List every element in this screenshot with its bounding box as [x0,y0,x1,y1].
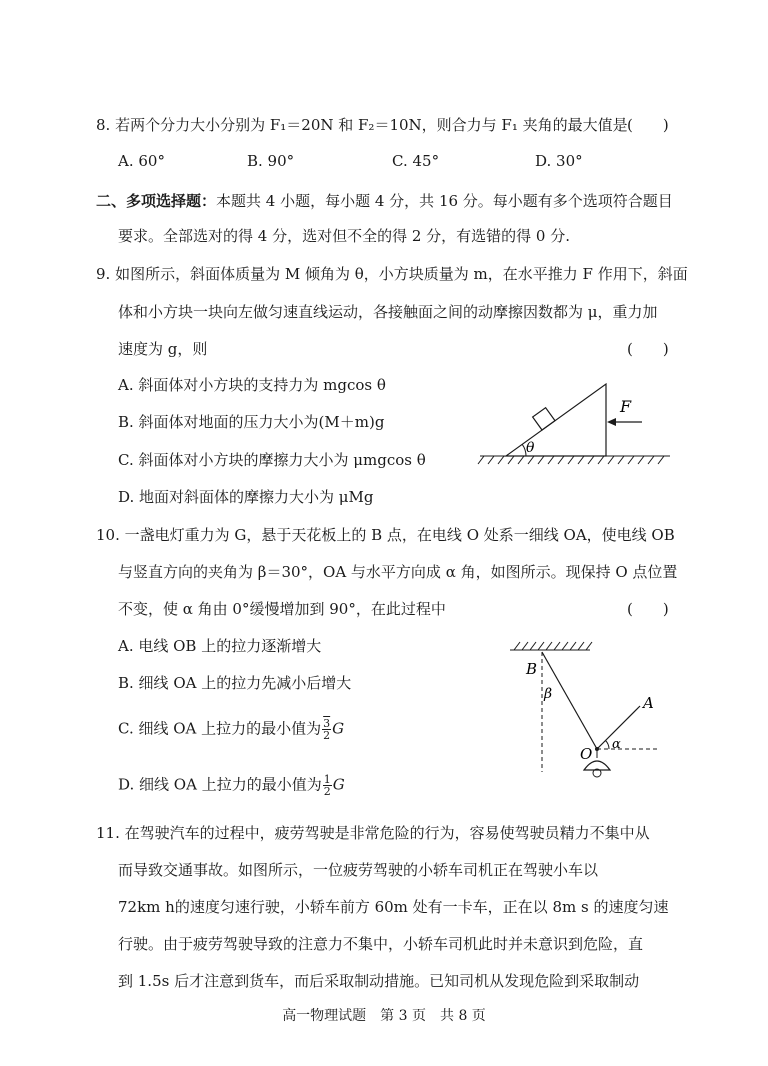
q10-option-c-numerator: 3 [323,717,331,730]
q10-option-c-fraction [322,718,331,741]
q11-line3: 72km h的速度匀速行驶，小轿车前方 60m 处有一卡车，正在以 8m s 的速度匀速 [118,898,669,916]
q9-answer-paren: ( ) [627,340,669,358]
q9-line3: 速度为 g，则 [118,340,208,358]
q10-option-d-denominator: 2 [323,785,331,798]
ceiling-hatching [510,642,592,650]
q10-option-d [118,774,345,797]
q10-option-d-unit: G [332,775,345,794]
q10-option-b: B. 细线 OA 上的拉力先减小后增大 [118,674,352,692]
q8-answer-paren: ( ) [627,116,669,134]
label-b: B [526,660,538,678]
label-a: A [643,694,654,712]
ground-hatching [478,456,670,464]
label-o: O [580,745,593,763]
incline-wedge [506,384,606,456]
q10-lamp-figure [500,640,700,790]
q11-line1: 11. 在驾驶汽车的过程中，疲劳驾驶是非常危险的行为，容易使驾驶员精力不集中从 [96,824,650,842]
q10-option-a: A. 电线 OB 上的拉力逐渐增大 [118,637,322,655]
q10-option-c-unit: G [332,719,345,738]
section2-desc-line2: 要求。全部选对的得 4 分，选对但不全的得 2 分，有选错的得 0 分. [118,227,571,245]
q9-option-a: A. 斜面体对小方块的支持力为 mgcos θ [118,376,386,394]
q9-incline-figure [470,378,680,468]
q10-answer-paren: ( ) [627,600,669,618]
section2-heading [96,192,673,210]
q10-option-d-numerator: 1 [323,773,331,786]
q10-option-c [118,718,344,741]
alpha-arc [606,741,610,750]
force-label: F [620,397,632,416]
q8-stem: 8. 若两个分力大小分别为 F₁＝20N 和 F₂＝10N，则合力与 F₁ 夹角的最大值是 [96,116,628,134]
q11-line5: 到 1.5s 后才注意到货车，而后采取制动措施。已知司机从发现危险到采取制动 [118,972,640,990]
q8-option-c: C. 45° [392,152,440,170]
q10-option-d-fraction [323,774,332,797]
q10-line1: 10. 一盏电灯重力为 G，悬于天花板上的 B 点，在电线 O 处系一细线 OA，使电线 OB [96,526,675,544]
q10-option-d-text: D. 细线 OA 上拉力的最小值为 [118,775,322,794]
small-block [533,408,555,430]
q9-option-c: C. 斜面体对小方块的摩擦力大小为 μmgcos θ [118,451,426,469]
q11-line4: 行驶。由于疲劳驾驶导致的注意力不集中，小轿车司机此时并未意识到危险，直 [118,935,644,953]
section2-title: 二、多项选择题： [96,192,217,210]
q9-line1: 9. 如图所示，斜面体质量为 M 倾角为 θ，小方块质量为 m，在水平推力 F 作用下，斜面 [96,265,688,283]
q10-option-c-denominator: 2 [323,729,331,742]
force-arrow-head [607,418,616,426]
q10-option-c-text: C. 细线 OA 上拉力的最小值为 [118,719,322,738]
q8-option-a: A. 60° [118,152,165,170]
label-alpha: α [612,737,621,752]
q9-option-b: B. 斜面体对地面的压力大小为(M＋m)g [118,413,385,431]
q10-line3: 不变，使 α 角由 0°缓慢增加到 90°，在此过程中 [118,600,446,618]
q9-option-d: D. 地面对斜面体的摩擦力大小为 μMg [118,488,374,506]
section2-desc-line1: 本题共 4 小题，每小题 4 分，共 16 分。每小题有多个选项符合题目 [216,192,673,210]
q8-option-b: B. 90° [247,152,295,170]
q8-option-d: D. 30° [535,152,583,170]
q11-line2: 而导致交通事故。如图所示，一位疲劳驾驶的小轿车司机正在驾驶小车以 [118,861,599,879]
page-footer: 高一物理试题 第 3 页 共 8 页 [282,1008,486,1024]
q9-line2: 体和小方块一块向左做匀速直线运动，各接触面之间的动摩擦因数都为 μ，重力加 [118,303,658,321]
label-beta: β [544,686,553,702]
theta-label: θ [526,440,535,456]
q10-line2: 与竖直方向的夹角为 β＝30°，OA 与水平方向成 α 角，如图所示。现保持 O 点位置 [118,563,678,581]
